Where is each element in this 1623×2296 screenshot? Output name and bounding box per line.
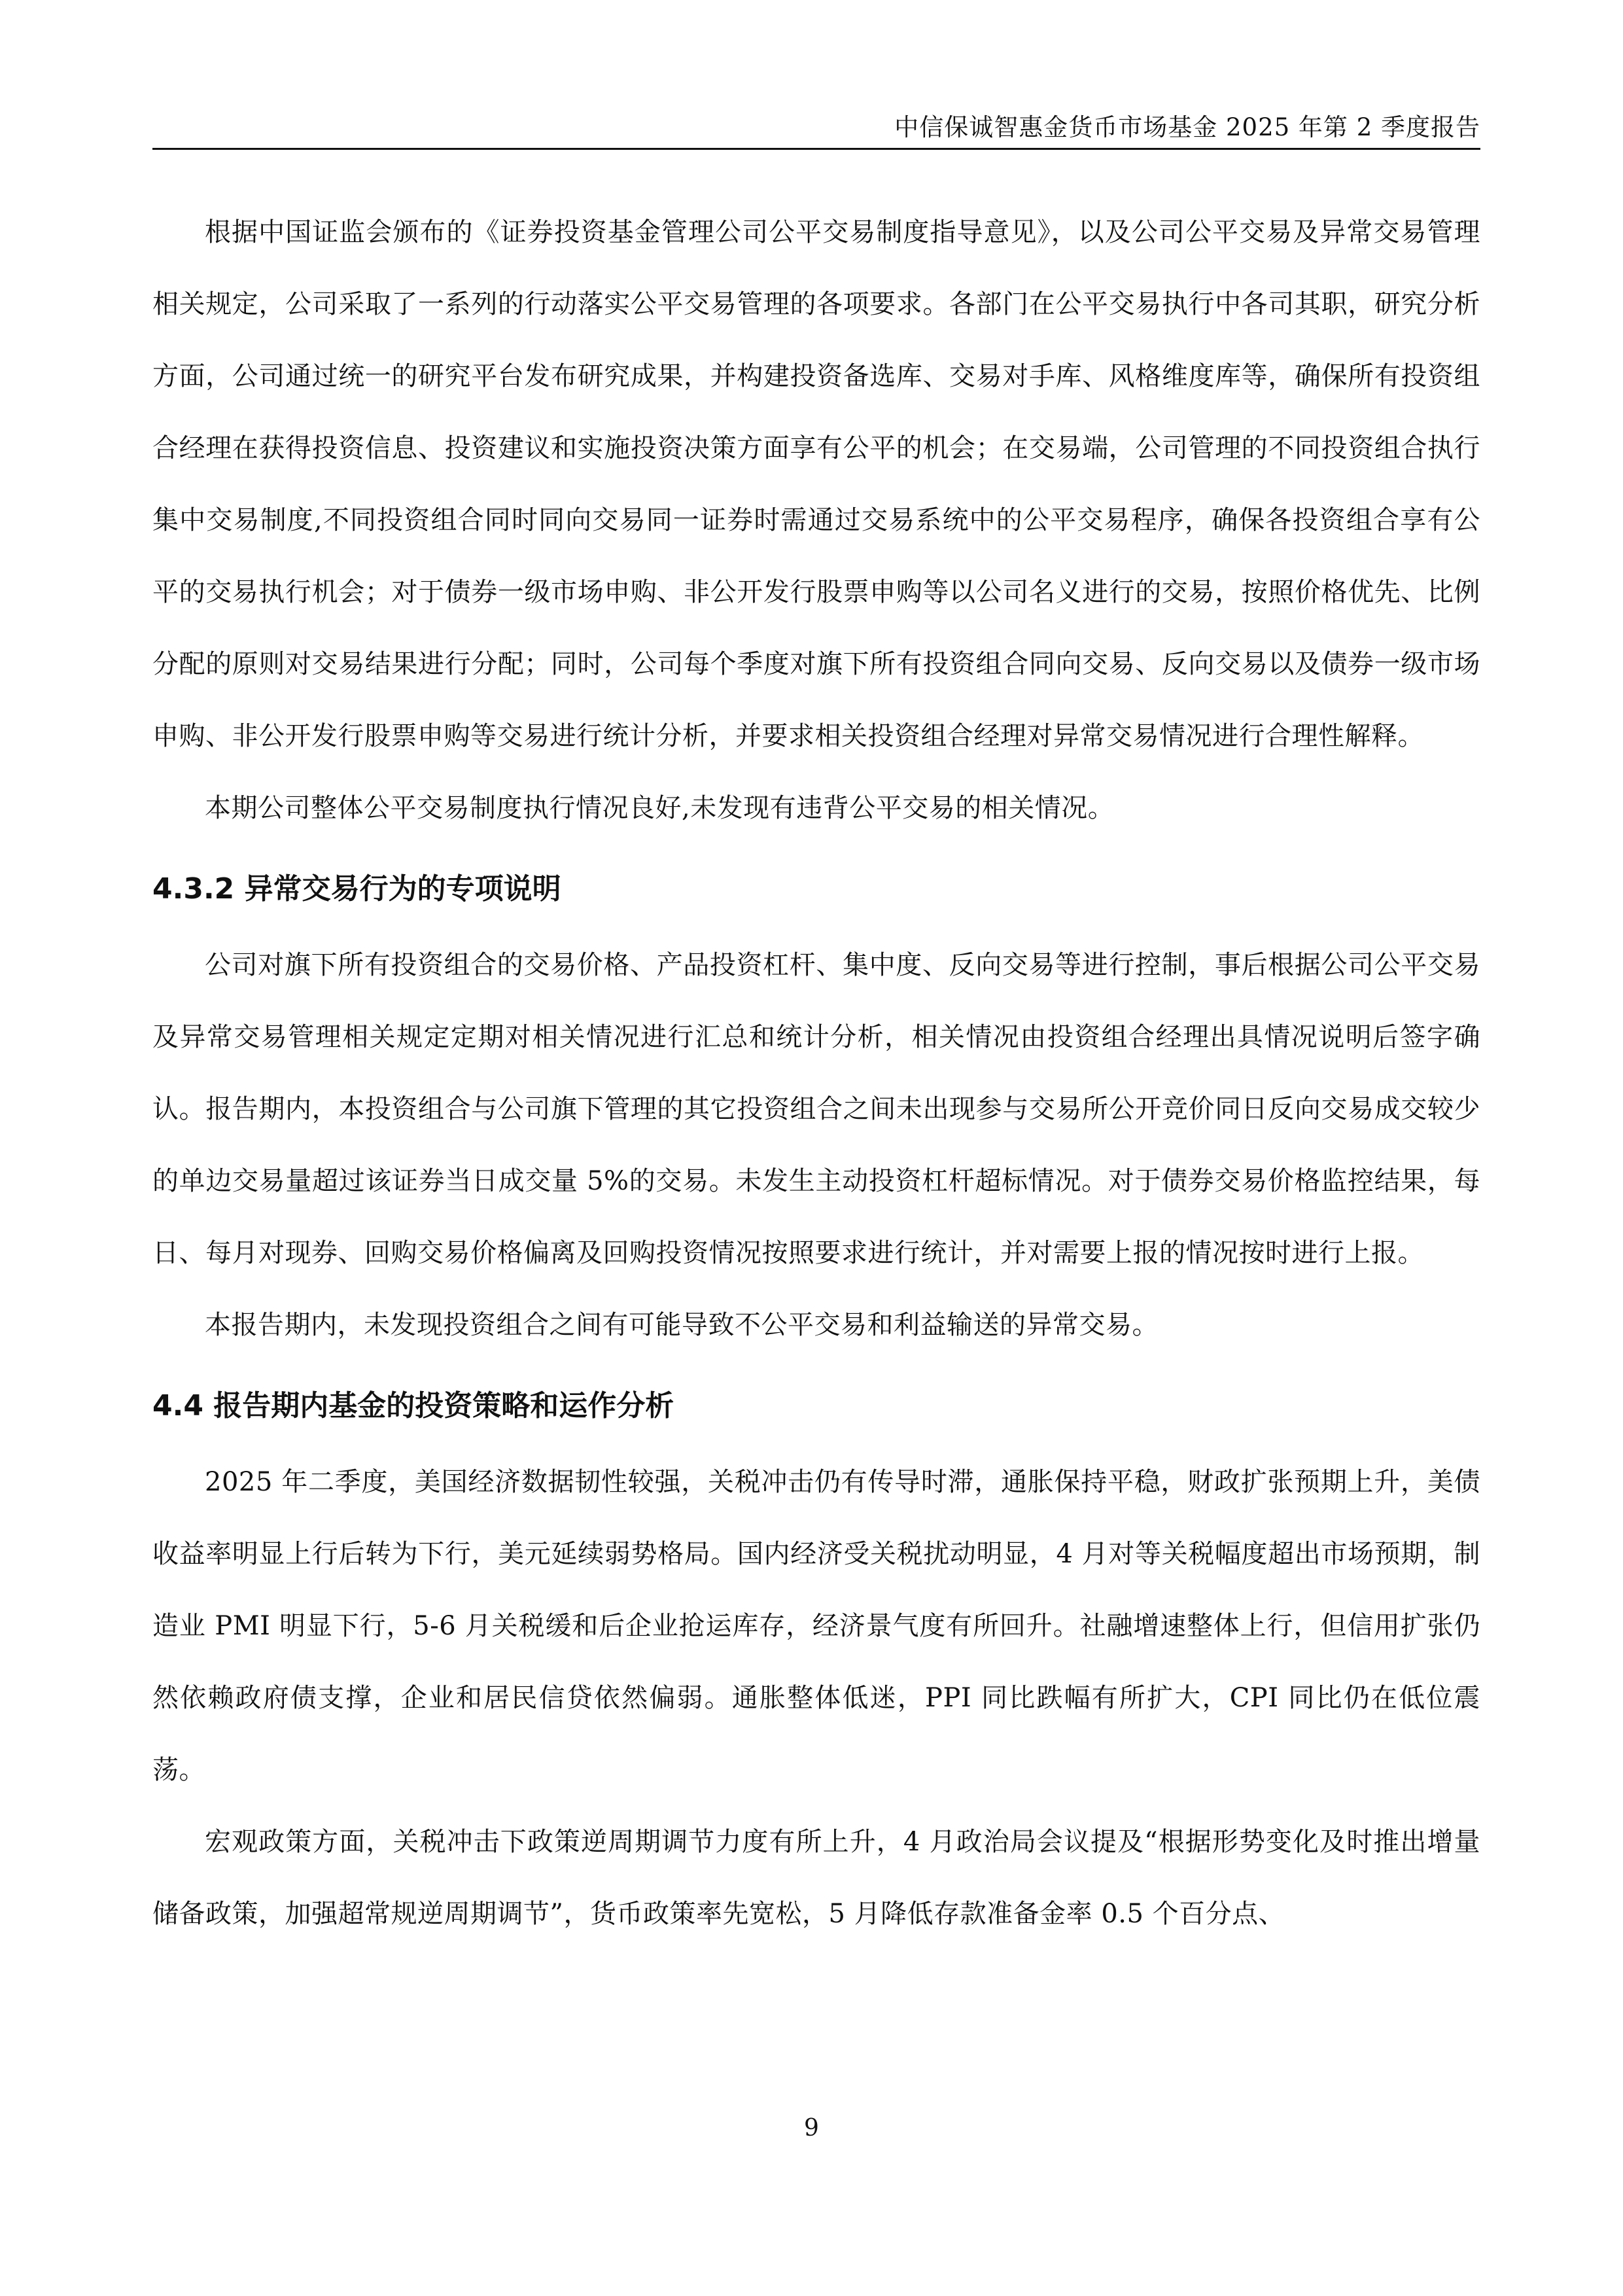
paragraph-macro-review: 2025 年二季度，美国经济数据韧性较强，关税冲击仍有传导时滞，通胀保持平稳，财政扩张预期上升，美债收益率明显上行后转为下行，美元延续弱势格局。国内经济受关税扰动明显，4 月对等关税幅度超出市场预期，制造业 PMI 明显下行，5-6 月关税缓和后企业抢运库存，经济景气度有所回升。社融增速整体上行，但信用扩张仍然依赖政府债支撑，企业和居民信贷依然偏弱。通胀整体低迷，PPI 同比跌幅有所扩大，CPI 同比仍在低位震荡。 [152, 1467, 1480, 1785]
paragraph-fair-trade-policy: 根据中国证监会颁布的《证券投资基金管理公司公平交易制度指导意见》，以及公司公平交易及异常交易管理相关规定，公司采取了一系列的行动落实公平交易管理的各项要求。各部门在公平交易执行中各司其职，研究分析方面，公司通过统一的研究平台发布研究成果，并构建投资备选库、交易对手库、风格维度库等，确保所有投资组合经理在获得投资信息、投资建议和实施投资决策方面享有公平的机会；在交易端，公司管理的不同投资组合执行集中交易制度,不同投资组合同时同向交易同一证券时需通过交易系统中的公平交易程序，确保各投资组合享有公平的交易执行机会；对于债券一级市场申购、非公开发行股票申购等以公司名义进行的交易，按照价格优先、比例分配的原则对交易结果进行分配；同时，公司每个季度对旗下所有投资组合同向交易、反向交易以及债券一级市场申购、非公开发行股票申购等交易进行统计分析，并要求相关投资组合经理对异常交易情况进行合理性解释。 [152, 217, 1480, 751]
paragraph-macro-policy: 宏观政策方面，关税冲击下政策逆周期调节力度有所上升，4 月政治局会议提及“根据形势变化及时推出增量储备政策，加强超常规逆周期调节”，货币政策率先宽松，5 月降低存款准备金率 0.5 个百分点、 [152, 1827, 1480, 1929]
running-header: 中信保诚智惠金货币市场基金 2025 年第 2 季度报告 [894, 113, 1480, 141]
paragraph-fair-trade-conclusion: 本期公司整体公平交易制度执行情况良好,未发现有违背公平交易的相关情况。 [205, 793, 1115, 823]
paragraph-abnormal-trade-conclusion: 本报告期内，未发现投资组合之间有可能导致不公平交易和利益输送的异常交易。 [205, 1310, 1159, 1340]
page-body [152, 196, 1480, 1950]
paragraph-abnormal-trade-controls: 公司对旗下所有投资组合的交易价格、产品投资杠杆、集中度、反向交易等进行控制，事后根据公司公平交易及异常交易管理相关规定定期对相关情况进行汇总和统计分析，相关情况由投资组合经理出具情况说明后签字确认。报告期内，本投资组合与公司旗下管理的其它投资组合之间未出现参与交易所公开竞价同日反向交易成交较少的单边交易量超过该证券当日成交量 5%的交易。未发生主动投资杠杆超标情况。对于债券交易价格监控结果，每日、每月对现券、回购交易价格偏离及回购投资情况按照要求进行统计，并对需要上报的情况按时进行上报。 [152, 950, 1480, 1268]
section-heading-investment-strategy: 4.4 报告期内基金的投资策略和运作分析 [152, 1389, 674, 1422]
section-heading-abnormal-trade: 4.3.2 异常交易行为的专项说明 [152, 872, 561, 906]
header-divider [152, 148, 1480, 150]
page-number: 9 [804, 2115, 819, 2142]
